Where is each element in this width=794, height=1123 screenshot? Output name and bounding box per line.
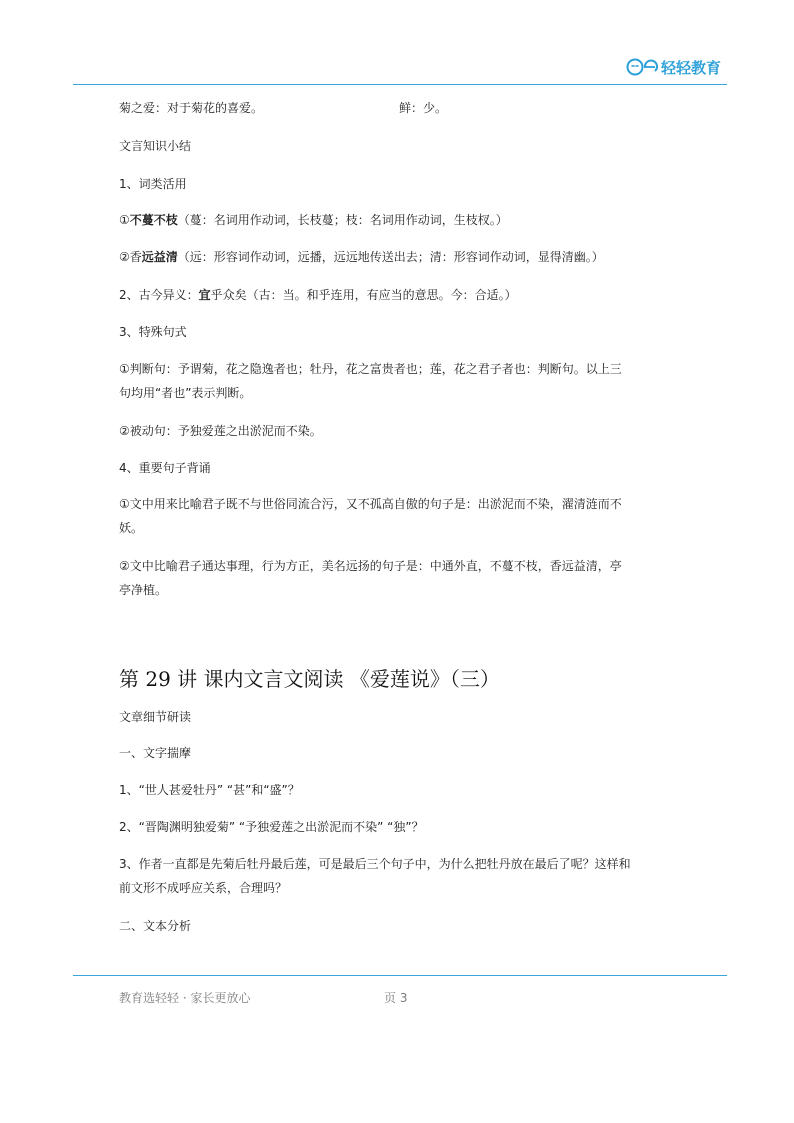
text-line: ②被动句：予独爱莲之出淤泥而不染。 <box>119 424 322 438</box>
text-line: 前文形不成呼应关系，合理吗？ <box>119 881 288 895</box>
line-text: 乎众矣（古：当。和乎连用，有应当的意思。今：合适。） <box>210 288 517 302</box>
text-line: ①文中用来比喻君子既不与世俗同流合污，又不孤高自傲的句子是：出淤泥而不染，濯清涟而不 <box>119 497 622 511</box>
footer-slogan: 教育选轻轻 · 家长更放心 <box>119 991 251 1005</box>
text-line: 4、重要句子背诵 <box>119 461 211 475</box>
brand-logo <box>626 56 721 78</box>
list-number: ① <box>119 213 130 227</box>
text-line: 2、“晋陶渊明独爱菊” “予独爱莲之出淤泥而不染” “独”？ <box>119 820 424 834</box>
section-heading: 第 29 讲 课内文言文阅读 《爱莲说》（三） <box>119 667 500 691</box>
line-text: 2、古今异义： <box>119 288 199 302</box>
text-line: 3、特殊句式 <box>119 325 187 339</box>
text-line: 文章细节研读 <box>119 710 192 724</box>
line-text: 菊之爱：对于菊花的喜爱。 <box>119 101 264 115</box>
text-line: 3、作者一直都是先菊后牡丹最后莲，可是最后三个句子中，为什么把牡丹放在最后了呢？这样和 <box>119 857 631 871</box>
bold-phrase: 宜 <box>198 288 211 302</box>
header-rule <box>73 84 727 85</box>
text-line <box>119 283 517 307</box>
text-line: ①判断句：予谓菊，花之隐逸者也；牡丹，花之富贵者也；莲，花之君子者也：判断句。以上三 <box>119 362 622 376</box>
text-line: 句均用“者也”表示判断。 <box>119 386 252 400</box>
text-line: 1、“世人甚爱牡丹” “甚”和“盛”？ <box>119 783 300 797</box>
text-line: 文言知识小结 <box>119 139 192 153</box>
text-line: 妖。 <box>119 521 144 535</box>
text-line: 亭净植。 <box>119 583 168 597</box>
logo-face-icon <box>626 57 658 77</box>
text-line <box>119 96 448 120</box>
text-line: 二、文本分析 <box>119 919 192 933</box>
line-text: 香 <box>129 250 142 264</box>
bold-phrase: 不蔓不枝 <box>129 213 178 227</box>
logo-text: 轻轻教育 <box>661 58 722 77</box>
line-text: （远：形容词作动词，远播，远远地传送出去；清：形容词作动词，显得清幽。） <box>177 250 604 264</box>
line-text: （蔓：名词用作动词，长枝蔓；枝：名词用作动词，生枝杈。） <box>177 213 508 227</box>
text-line <box>119 208 508 232</box>
line-text: 鲜：少。 <box>399 101 448 115</box>
footer-rule <box>73 975 727 976</box>
page-number: 页 3 <box>384 991 408 1005</box>
text-line: ②文中比喻君子通达事理，行为方正，美名远扬的句子是：中通外直，不蔓不枝，香远益清，亭 <box>119 559 622 573</box>
bold-phrase: 远益清 <box>141 250 178 264</box>
text-line: 一、文字揣摩 <box>119 746 192 760</box>
list-number: ② <box>119 250 130 264</box>
text-line <box>119 245 604 269</box>
text-line: 1、词类活用 <box>119 177 187 191</box>
